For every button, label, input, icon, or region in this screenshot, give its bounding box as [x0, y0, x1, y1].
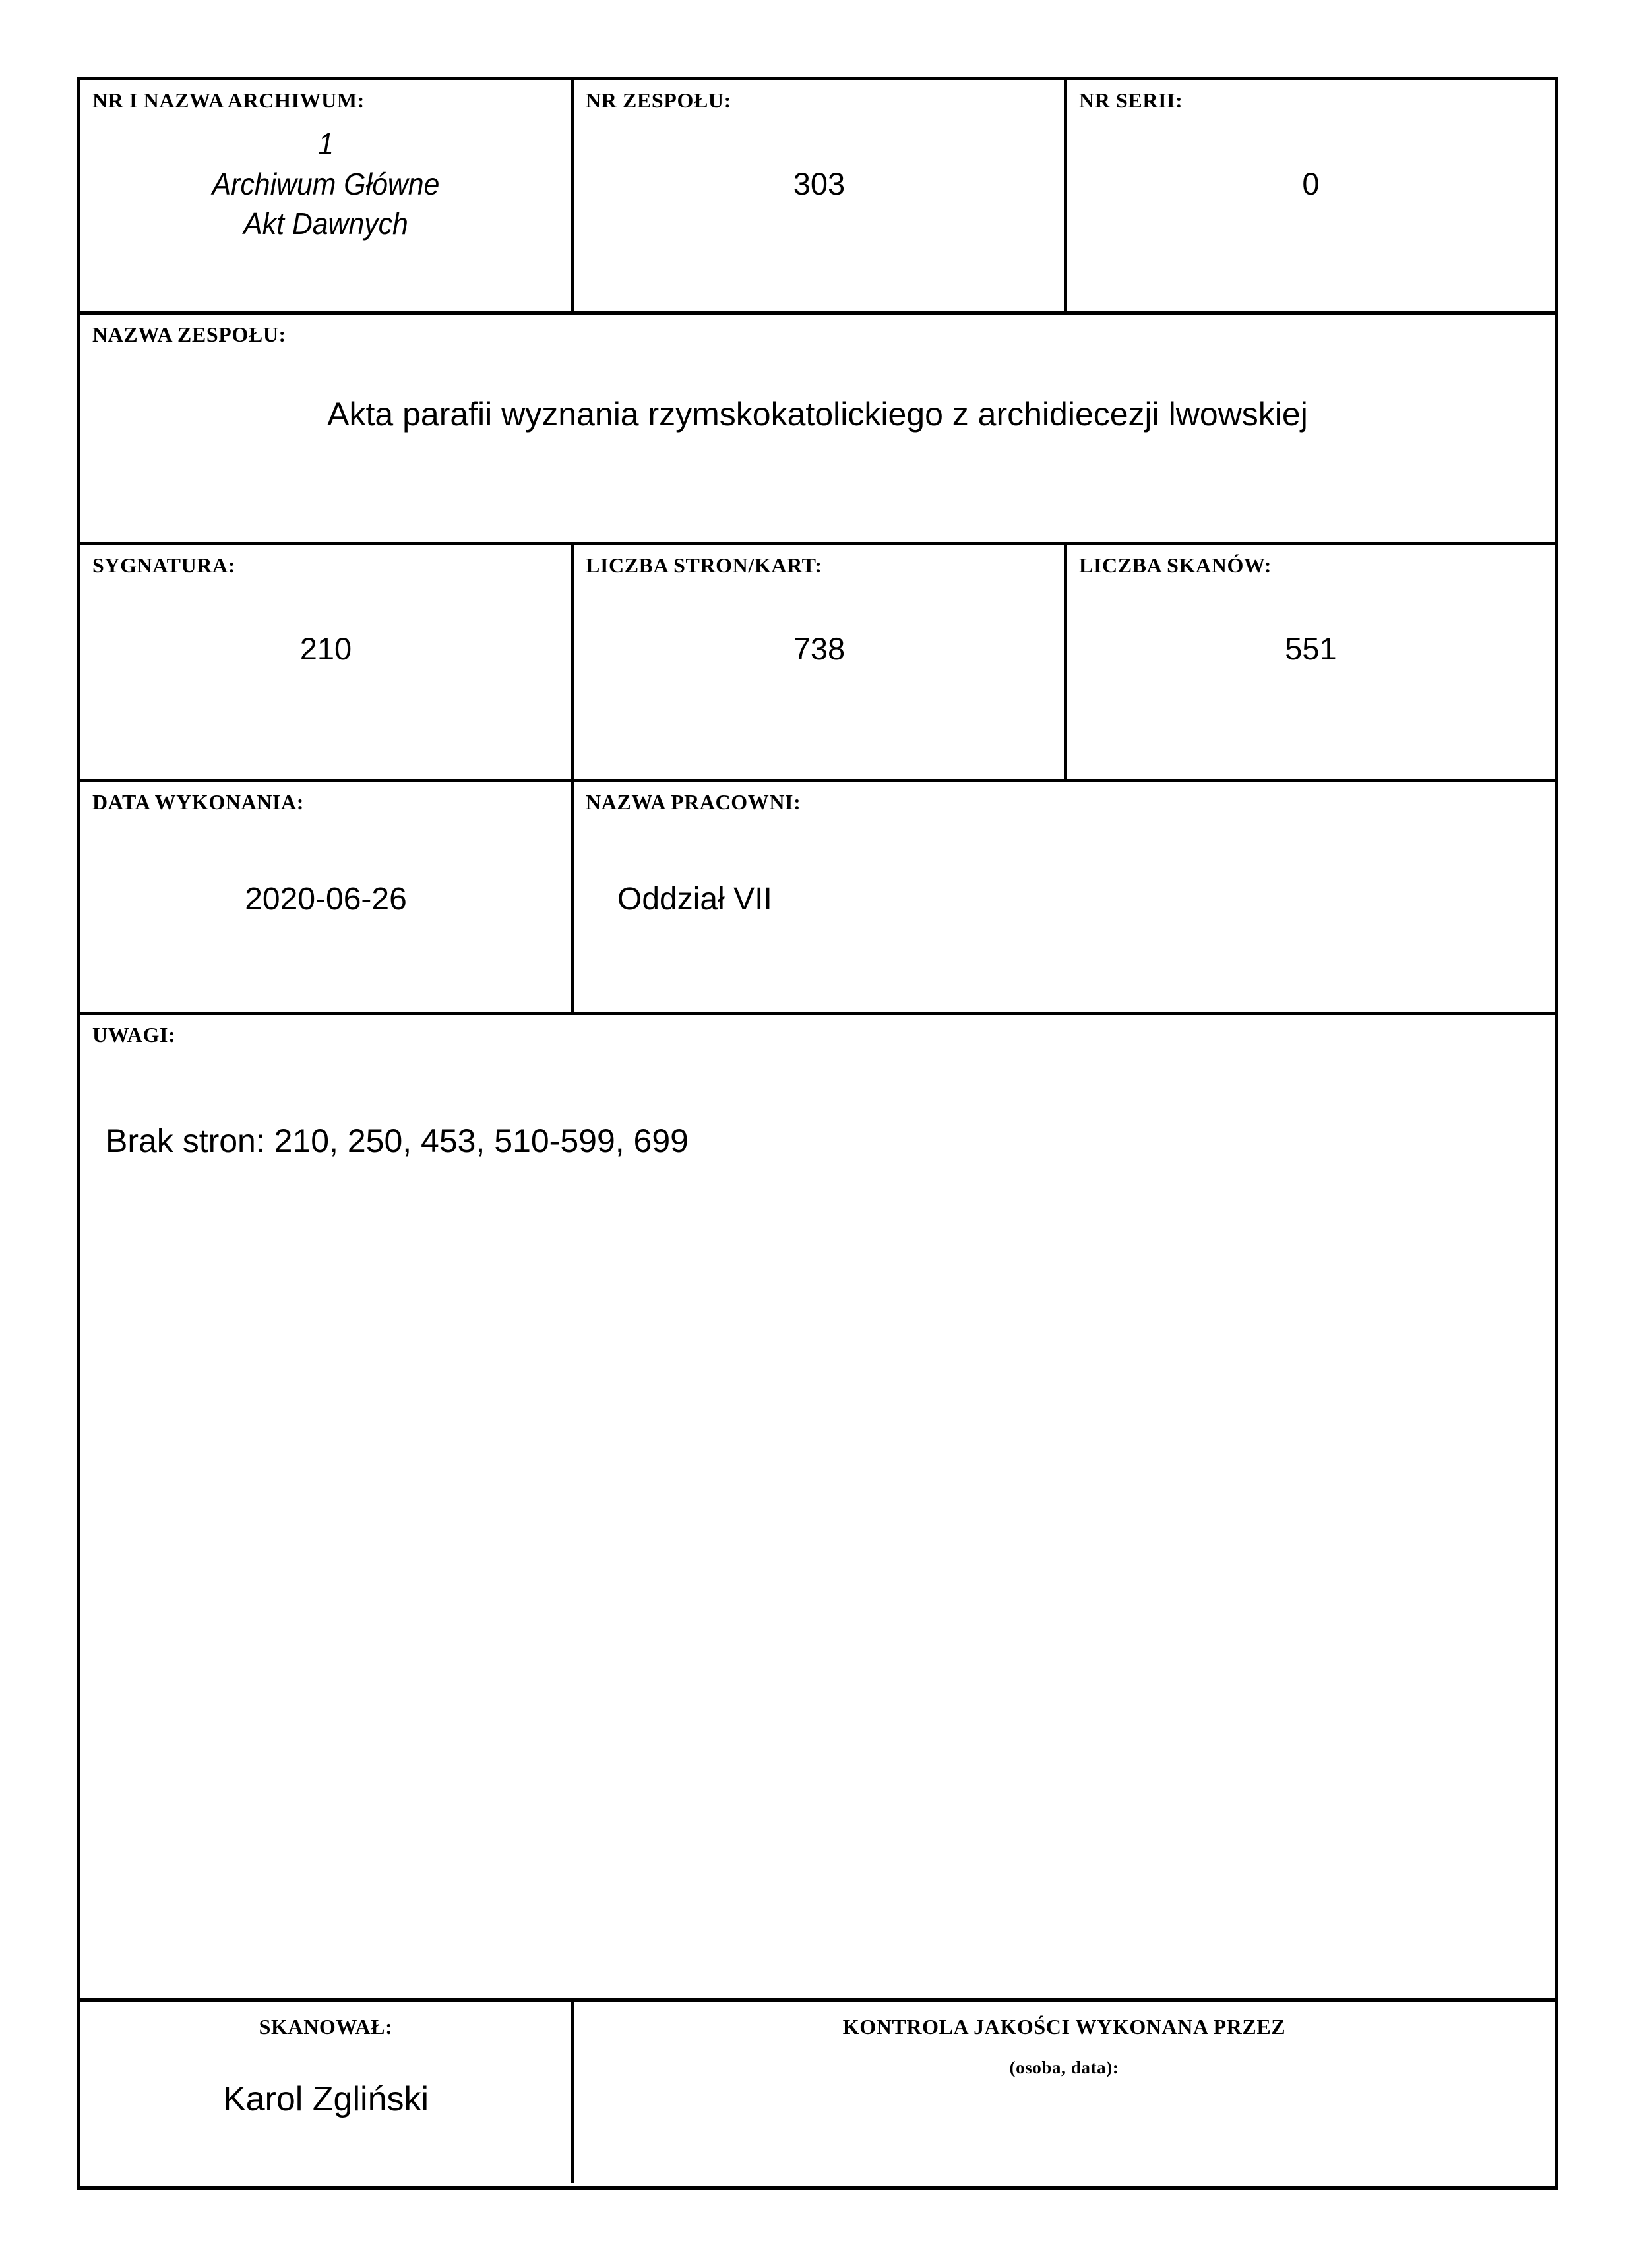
- field-quality-control-label: KONTROLA JAKOŚCI WYKONANA PRZEZ: [842, 2015, 1286, 2038]
- archive-name-line-1: Archiwum Główne: [212, 166, 440, 201]
- field-pages-count-value-wrap: [574, 630, 1064, 669]
- fonds-number-value: 303: [793, 166, 846, 201]
- field-quality-control-label-wrap: [574, 2016, 1555, 2038]
- field-execution-date-label: DATA WYKONANIA:: [92, 790, 305, 814]
- series-number-value: 0: [1302, 166, 1320, 201]
- fonds-name-value: Akta parafii wyznania rzymskokatolickiego z archidiecezji lwowskiej: [327, 396, 1308, 433]
- form-row-notes: [80, 1015, 1555, 2002]
- field-scanned-by-value-wrap: [80, 2078, 571, 2121]
- field-fonds-name-value-wrap: [80, 394, 1555, 435]
- field-scanned-by: [80, 2002, 574, 2183]
- scanned-by-value: Karol Zgliński: [222, 2080, 429, 2118]
- execution-date-value: 2020-06-26: [245, 882, 407, 917]
- field-notes: [80, 1015, 1555, 1998]
- field-archive: [80, 80, 574, 311]
- field-execution-date: [80, 782, 574, 1012]
- workshop-name-value: Oddział VII: [617, 882, 772, 917]
- field-signature-value-wrap: [80, 630, 571, 669]
- field-notes-label: UWAGI:: [92, 1023, 176, 1047]
- form-row-signatures: [80, 2002, 1555, 2183]
- scan-metadata-form: [77, 77, 1558, 2190]
- field-fonds-name-label: NAZWA ZESPOŁU:: [92, 322, 286, 346]
- scans-count-value: 551: [1285, 631, 1337, 666]
- field-pages-count: [574, 545, 1067, 779]
- field-pages-count-label: LICZBA STRON/KART:: [586, 553, 822, 577]
- form-row-fonds-name: [80, 315, 1555, 545]
- field-fonds-number: [574, 80, 1067, 311]
- field-workshop-name: [574, 782, 1555, 1012]
- field-archive-value-group: [80, 124, 571, 244]
- field-notes-value-wrap: [106, 1120, 689, 1162]
- notes-value: Brak stron: 210, 250, 453, 510-599, 699: [106, 1122, 689, 1159]
- form-row-counts: [80, 545, 1555, 782]
- form-row-archive: [80, 80, 1555, 315]
- field-fonds-number-value-wrap: [574, 165, 1064, 204]
- form-row-date-workshop: [80, 782, 1555, 1015]
- archive-number: 1: [318, 127, 334, 161]
- field-workshop-name-label: NAZWA PRACOWNI:: [586, 790, 801, 814]
- archive-name-line-2: Akt Dawnych: [243, 206, 408, 241]
- field-series-number-value-wrap: [1067, 165, 1555, 204]
- field-quality-control-sublabel: (osoba, data):: [1009, 2058, 1119, 2077]
- field-workshop-name-value-wrap: [574, 880, 1555, 919]
- field-execution-date-value-wrap: [80, 880, 571, 919]
- field-scanned-by-label-wrap: [80, 2016, 571, 2038]
- field-scans-count: [1067, 545, 1555, 779]
- field-series-number: [1067, 80, 1555, 311]
- field-fonds-name: [80, 315, 1555, 542]
- field-fonds-number-label: NR ZESPOŁU:: [586, 88, 731, 112]
- field-quality-control-sublabel-wrap: [574, 2058, 1555, 2077]
- field-archive-label: NR I NAZWA ARCHIWUM:: [92, 88, 365, 112]
- field-series-number-label: NR SERII:: [1079, 88, 1183, 112]
- field-scans-count-value-wrap: [1067, 630, 1555, 669]
- pages-count-value: 738: [793, 631, 846, 666]
- field-signature: [80, 545, 574, 779]
- field-scanned-by-label: SKANOWAŁ:: [259, 2015, 393, 2038]
- signature-value: 210: [299, 631, 352, 666]
- field-signature-label: SYGNATURA:: [92, 553, 235, 577]
- field-quality-control: [574, 2002, 1555, 2183]
- field-scans-count-label: LICZBA SKANÓW:: [1079, 553, 1272, 577]
